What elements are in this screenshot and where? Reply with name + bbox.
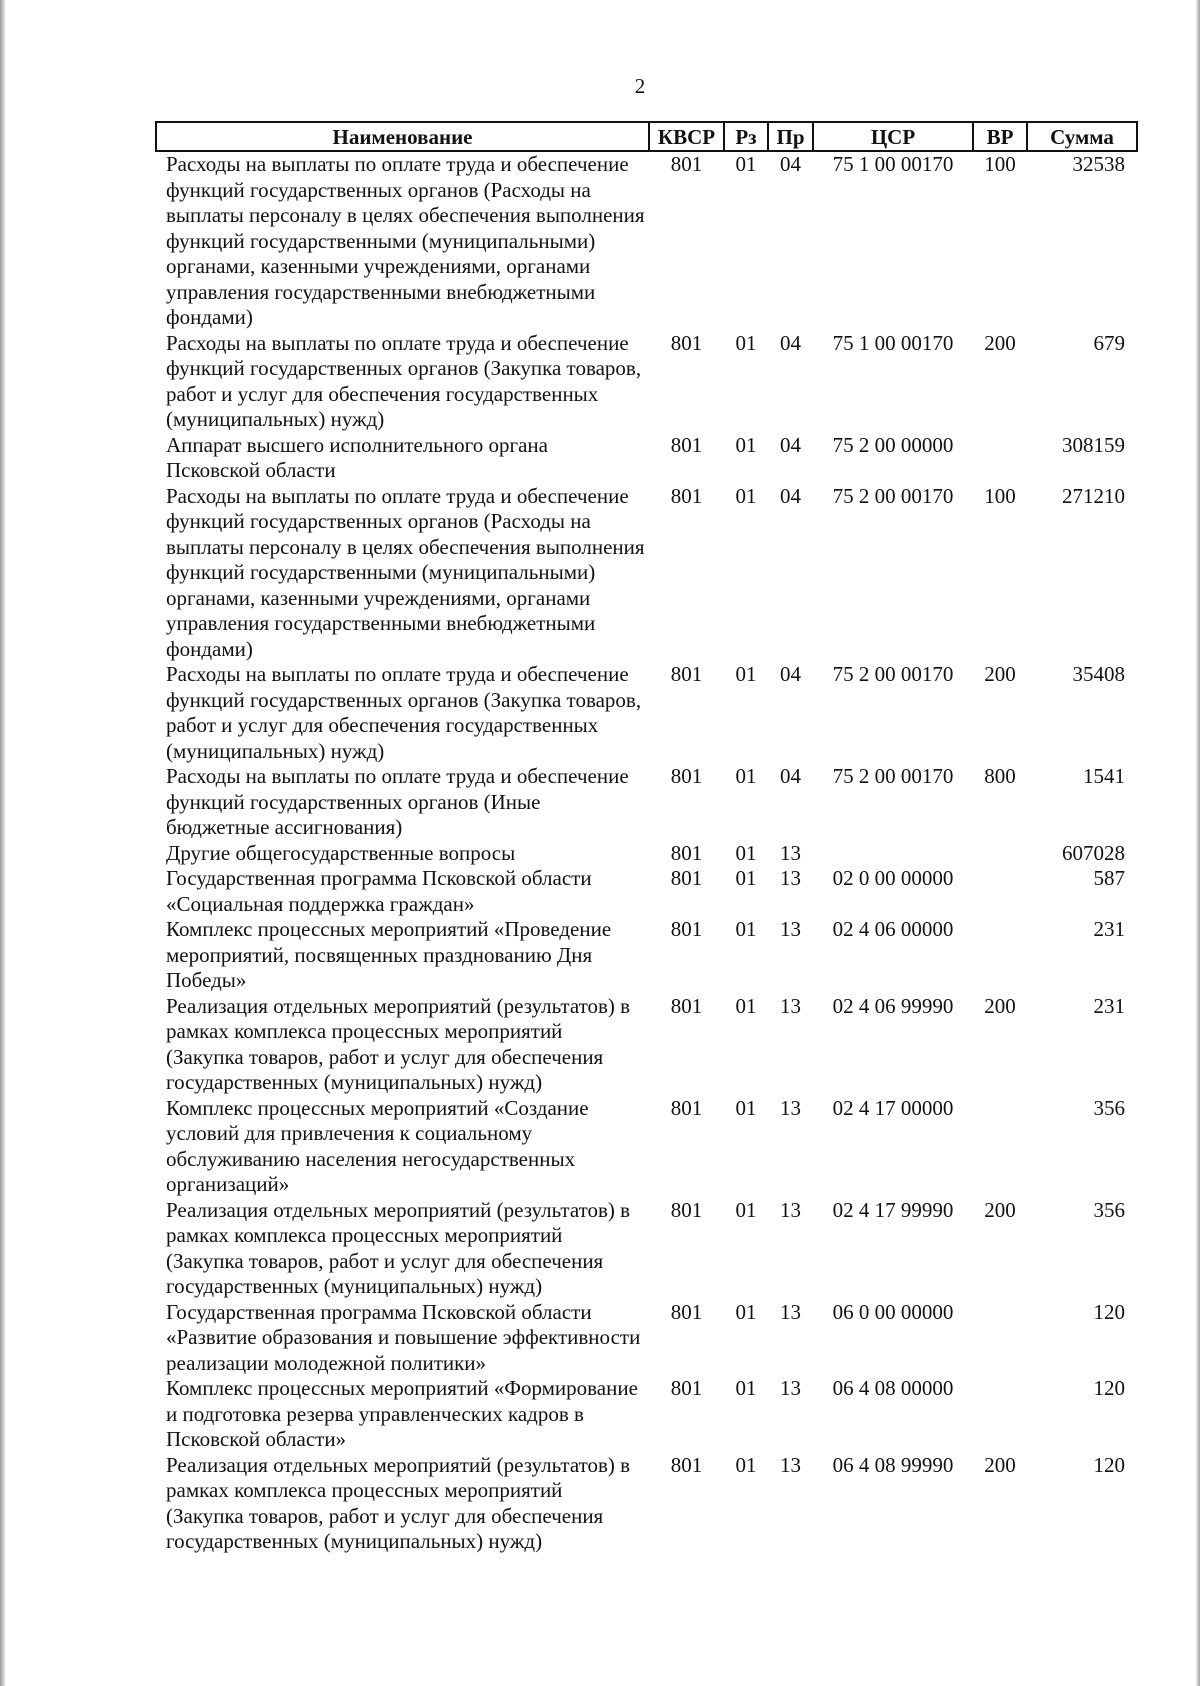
cell-pr: 13 bbox=[780, 866, 801, 890]
cell-pr: 13 bbox=[780, 917, 801, 941]
cell-name: Комплекс процессных мероприятий «Создание условий для привлечения к социальному обслуживанию населения негосударственных организаций» bbox=[166, 1095, 589, 1196]
cell-name: Расходы на выплаты по оплате труда и обеспечение функций государственных органов (Расходы на выплаты персоналу в целях обеспечения выполнения функций государственными (муниципальными) органами, казенными учреждениями, органами управления государственными внебюджетными фондами) bbox=[166, 483, 645, 661]
cell-pr: 04 bbox=[780, 330, 801, 355]
table-body bbox=[156, 151, 1137, 1555]
cell-vr: 200 bbox=[984, 1452, 1016, 1477]
cell-vr bbox=[973, 433, 1027, 484]
cell-vr: 200 bbox=[984, 662, 1016, 686]
cell-kvsr: 801 bbox=[670, 993, 703, 1018]
cell-kvsr: 801 bbox=[670, 1299, 703, 1324]
cell-rz: 01 bbox=[735, 152, 757, 176]
cell-vr bbox=[973, 1376, 1027, 1453]
cell-vr: 100 bbox=[984, 483, 1016, 508]
table-row bbox=[156, 866, 1137, 917]
cell-vr: 100 bbox=[984, 152, 1016, 176]
cell-sum: 231 bbox=[1093, 993, 1125, 1018]
cell-sum: 679 bbox=[1093, 330, 1125, 355]
cell-pr: 13 bbox=[780, 1095, 801, 1120]
cell-rz: 01 bbox=[735, 1376, 757, 1400]
cell-pr: 13 bbox=[780, 840, 801, 865]
cell-sum: 607028 bbox=[1062, 840, 1125, 865]
cell-name: Реализация отдельных мероприятий (результатов) в рамках комплекса процессных мероприятий (Закупка товаров, работ и услуг для обеспечения государственных (муниципальных) нужд) bbox=[166, 1452, 631, 1553]
cell-csr bbox=[813, 841, 973, 867]
cell-sum: 35408 bbox=[1072, 662, 1125, 686]
cell-csr: 02 4 06 00000 bbox=[832, 917, 954, 941]
cell-csr: 06 4 08 99990 bbox=[832, 1452, 954, 1477]
cell-csr: 02 4 06 99990 bbox=[832, 993, 954, 1018]
cell-pr: 04 bbox=[780, 483, 801, 508]
cell-rz: 01 bbox=[735, 1197, 757, 1222]
cell-rz: 01 bbox=[735, 432, 757, 457]
cell-name: Государственная программа Псковской области «Развитие образования и повышение эффективности реализации молодежной политики» bbox=[166, 1299, 641, 1375]
cell-sum: 32538 bbox=[1072, 152, 1125, 176]
cell-vr bbox=[973, 1300, 1027, 1377]
cell-csr: 75 1 00 00170 bbox=[832, 330, 954, 355]
cell-sum: 587 bbox=[1093, 866, 1125, 890]
cell-kvsr: 801 bbox=[670, 662, 703, 686]
table-row bbox=[156, 1096, 1137, 1198]
cell-name: Комплекс процессных мероприятий «Формирование и подготовка резерва управленческих кадров в Псковской области» bbox=[166, 1376, 638, 1451]
cell-vr: 800 bbox=[984, 764, 1016, 788]
cell-name: Расходы на выплаты по оплате труда и обеспечение функций государственных органов (Закупка товаров, работ и услуг для обеспечения государственных (муниципальных) нужд) bbox=[166, 662, 642, 763]
cell-csr: 02 0 00 00000 bbox=[832, 866, 954, 890]
cell-name: Расходы на выплаты по оплате труда и обеспечение функций государственных органов (Расходы на выплаты персоналу в целях обеспечения выполнения функций государственными (муниципальными) органами, казенными учреждениями, органами управления государственными внебюджетными фондами) bbox=[166, 152, 645, 329]
cell-rz: 01 bbox=[735, 330, 757, 355]
cell-kvsr: 801 bbox=[670, 1376, 703, 1400]
cell-csr: 06 4 08 00000 bbox=[832, 1376, 954, 1400]
cell-rz: 01 bbox=[735, 483, 757, 508]
header-name: Наименование bbox=[156, 122, 649, 151]
cell-pr: 13 bbox=[780, 1299, 801, 1324]
cell-sum: 356 bbox=[1093, 1095, 1125, 1120]
cell-name: Реализация отдельных мероприятий (результатов) в рамках комплекса процессных мероприятий (Закупка товаров, работ и услуг для обеспечения государственных (муниципальных) нужд) bbox=[166, 1197, 631, 1298]
page-number: 2 bbox=[634, 74, 646, 98]
header-kvsr: КВСР bbox=[649, 122, 724, 151]
header-vr: ВР bbox=[973, 122, 1027, 151]
cell-name: Расходы на выплаты по оплате труда и обеспечение функций государственных органов (Закупка товаров, работ и услуг для обеспечения государственных (муниципальных) нужд) bbox=[166, 330, 642, 431]
cell-pr: 13 bbox=[780, 993, 801, 1018]
cell-pr: 04 bbox=[780, 152, 801, 176]
header-rz: Рз bbox=[724, 122, 768, 151]
table-row bbox=[156, 433, 1137, 484]
cell-kvsr: 801 bbox=[670, 1452, 703, 1477]
cell-vr bbox=[973, 1096, 1027, 1198]
cell-sum: 120 bbox=[1093, 1376, 1125, 1400]
cell-rz: 01 bbox=[735, 917, 757, 941]
cell-vr bbox=[973, 866, 1027, 917]
cell-csr: 75 2 00 00170 bbox=[832, 483, 954, 508]
cell-pr: 13 bbox=[780, 1197, 801, 1222]
table-row bbox=[156, 662, 1137, 764]
cell-csr: 02 4 17 99990 bbox=[832, 1197, 954, 1222]
cell-pr: 13 bbox=[780, 1376, 801, 1400]
cell-kvsr: 801 bbox=[670, 866, 703, 890]
cell-pr: 04 bbox=[780, 662, 801, 686]
cell-kvsr: 801 bbox=[670, 432, 703, 457]
cell-rz: 01 bbox=[735, 1095, 757, 1120]
cell-sum: 308159 bbox=[1062, 432, 1125, 457]
cell-name: Реализация отдельных мероприятий (результатов) в рамках комплекса процессных мероприятий (Закупка товаров, работ и услуг для обеспечения государственных (муниципальных) нужд) bbox=[166, 993, 631, 1094]
table-row bbox=[156, 994, 1137, 1096]
cell-pr: 04 bbox=[780, 432, 801, 457]
header-pr: Пр bbox=[768, 122, 813, 151]
budget-table bbox=[155, 121, 1138, 1555]
cell-name: Расходы на выплаты по оплате труда и обеспечение функций государственных органов (Иные бюджетные ассигнования) bbox=[166, 764, 629, 839]
cell-csr: 75 2 00 00170 bbox=[832, 764, 954, 788]
cell-csr: 02 4 17 00000 bbox=[832, 1095, 954, 1120]
cell-kvsr: 801 bbox=[670, 840, 703, 865]
table-row bbox=[156, 1300, 1137, 1377]
cell-pr: 04 bbox=[780, 764, 801, 788]
cell-name: Аппарат высшего исполнительного органа Псковской области bbox=[166, 432, 548, 482]
cell-rz: 01 bbox=[735, 866, 757, 890]
table-row bbox=[156, 917, 1137, 994]
cell-csr: 06 0 00 00000 bbox=[832, 1299, 954, 1324]
cell-sum: 271210 bbox=[1062, 483, 1125, 508]
table-row bbox=[156, 1376, 1137, 1453]
cell-rz: 01 bbox=[735, 764, 757, 788]
cell-sum: 120 bbox=[1093, 1299, 1125, 1324]
table-row bbox=[156, 484, 1137, 663]
cell-kvsr: 801 bbox=[670, 1095, 703, 1120]
cell-vr: 200 bbox=[984, 993, 1016, 1018]
cell-csr: 75 2 00 00000 bbox=[832, 432, 954, 457]
table-row bbox=[156, 1198, 1137, 1300]
cell-rz: 01 bbox=[735, 1452, 757, 1477]
cell-name: Государственная программа Псковской области «Социальная поддержка граждан» bbox=[166, 866, 592, 916]
cell-csr: 75 2 00 00170 bbox=[832, 662, 954, 686]
table-row bbox=[156, 151, 1137, 331]
cell-kvsr: 801 bbox=[670, 917, 703, 941]
cell-csr: 75 1 00 00170 bbox=[832, 152, 954, 176]
cell-vr bbox=[973, 917, 1027, 994]
cell-vr: 200 bbox=[984, 330, 1016, 355]
cell-sum: 1541 bbox=[1083, 764, 1125, 788]
cell-rz: 01 bbox=[735, 993, 757, 1018]
table-row bbox=[156, 764, 1137, 841]
header-csr: ЦСР bbox=[813, 122, 973, 151]
cell-vr bbox=[973, 841, 1027, 867]
table-header-row bbox=[156, 122, 1137, 151]
cell-rz: 01 bbox=[735, 840, 757, 865]
cell-name: Комплекс процессных мероприятий «Проведение мероприятий, посвященных празднованию Дня Победы» bbox=[166, 917, 612, 992]
cell-pr: 13 bbox=[780, 1452, 801, 1477]
header-sum: Сумма bbox=[1027, 122, 1137, 151]
cell-sum: 120 bbox=[1093, 1452, 1125, 1477]
scan-edge-left bbox=[0, 0, 5, 1686]
cell-kvsr: 801 bbox=[670, 330, 703, 355]
cell-rz: 01 bbox=[735, 1299, 757, 1324]
cell-kvsr: 801 bbox=[670, 152, 703, 176]
cell-vr: 200 bbox=[984, 1197, 1016, 1222]
table-row bbox=[156, 331, 1137, 433]
scan-edge-right bbox=[1196, 0, 1200, 1686]
cell-name: Другие общегосударственные вопросы bbox=[166, 840, 516, 865]
table-row bbox=[156, 841, 1137, 867]
cell-kvsr: 801 bbox=[670, 764, 703, 788]
cell-kvsr: 801 bbox=[670, 1197, 703, 1222]
cell-rz: 01 bbox=[735, 662, 757, 686]
cell-sum: 356 bbox=[1093, 1197, 1125, 1222]
table-row bbox=[156, 1453, 1137, 1555]
cell-sum: 231 bbox=[1093, 917, 1125, 941]
cell-kvsr: 801 bbox=[670, 483, 703, 508]
